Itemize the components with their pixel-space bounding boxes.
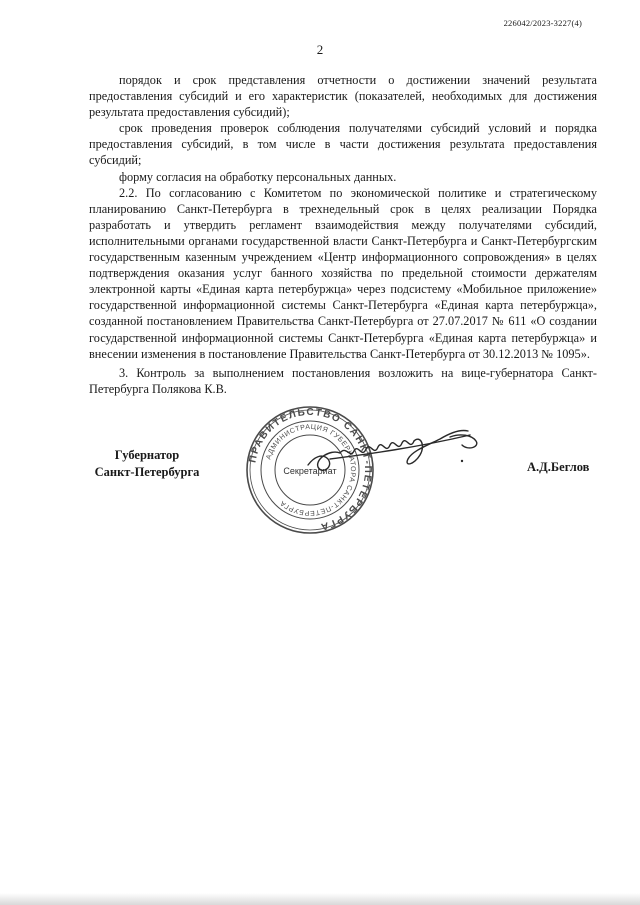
handwritten-signature [300, 415, 500, 490]
seal-outer-text: ПРАВИТЕЛЬСТВО САНКТ-ПЕТЕРБУРГА [247, 406, 374, 533]
page-number: 2 [316, 42, 324, 57]
signatory-title [92, 447, 202, 481]
document-number: 226042/2023-3227(4) [503, 18, 582, 28]
paragraph-clause-2-2: 2.2. По согласованию с Комитетом по экономической политике и стратегическому планированию Санкт-Петербурга в трехнедельный срок в целях реализации Порядка разработать и утвердить регламент взаимодействия между получателями субсидий, исполнительными органами государственной власти Санкт-Петербурга и Санкт-Петербургским государственным казенным учреждением «Центр информационного сопровождения» в целях подтверждения оказания услуг банного хозяйства по предельной стоимости держателям электронной карты «Единая карта петербуржца» через подсистему «Мобильное приложение» государственной информационной системы Санкт-Петербурга «Единая карта петербуржца», созданной постановлением Правительства Санкт-Петербурга от 27.07.2017 № 611 «О создании государственной информационной системы Санкт-Петербурга «Единая карта петербуржца» и внесении изменения в постановление Правительства Санкт-Петербурга от 30.12.2013 № 1095». [89, 185, 597, 361]
signatory-title-line2: Санкт-Петербурга [94, 465, 200, 479]
document-body [89, 72, 597, 397]
paragraph-consent-form: форму согласия на обработку персональных данных. [119, 169, 397, 184]
paragraph-reporting-order: порядок и срок представления отчетности о достижении значений результата предоставления субсидий и его характеристик (показателей, необходимых для достижения результата предоставления субсидий); [89, 73, 597, 120]
paragraph-clause-3: 3. Контроль за выполнением постановления возложить на вице-губернатора Санкт-Петербурга Полякова К.В. [89, 365, 597, 396]
signatory-title-line1: Губернатор [114, 448, 180, 462]
seal-center-text: Секретариат [283, 466, 337, 476]
seal-inner-text: АДМИНИСТРАЦИЯ ГУБЕРНАТОРА САНКТ-ПЕТЕРБУРГА [265, 423, 357, 517]
paragraph-inspection-period: срок проведения проверок соблюдения получателями субсидий условий и порядка предоставления субсидий, в том числе в части достижения результата предоставления субсидий; [89, 121, 597, 168]
scan-bottom-edge [0, 893, 640, 905]
signatory-name: А.Д.Беглов [527, 460, 590, 474]
